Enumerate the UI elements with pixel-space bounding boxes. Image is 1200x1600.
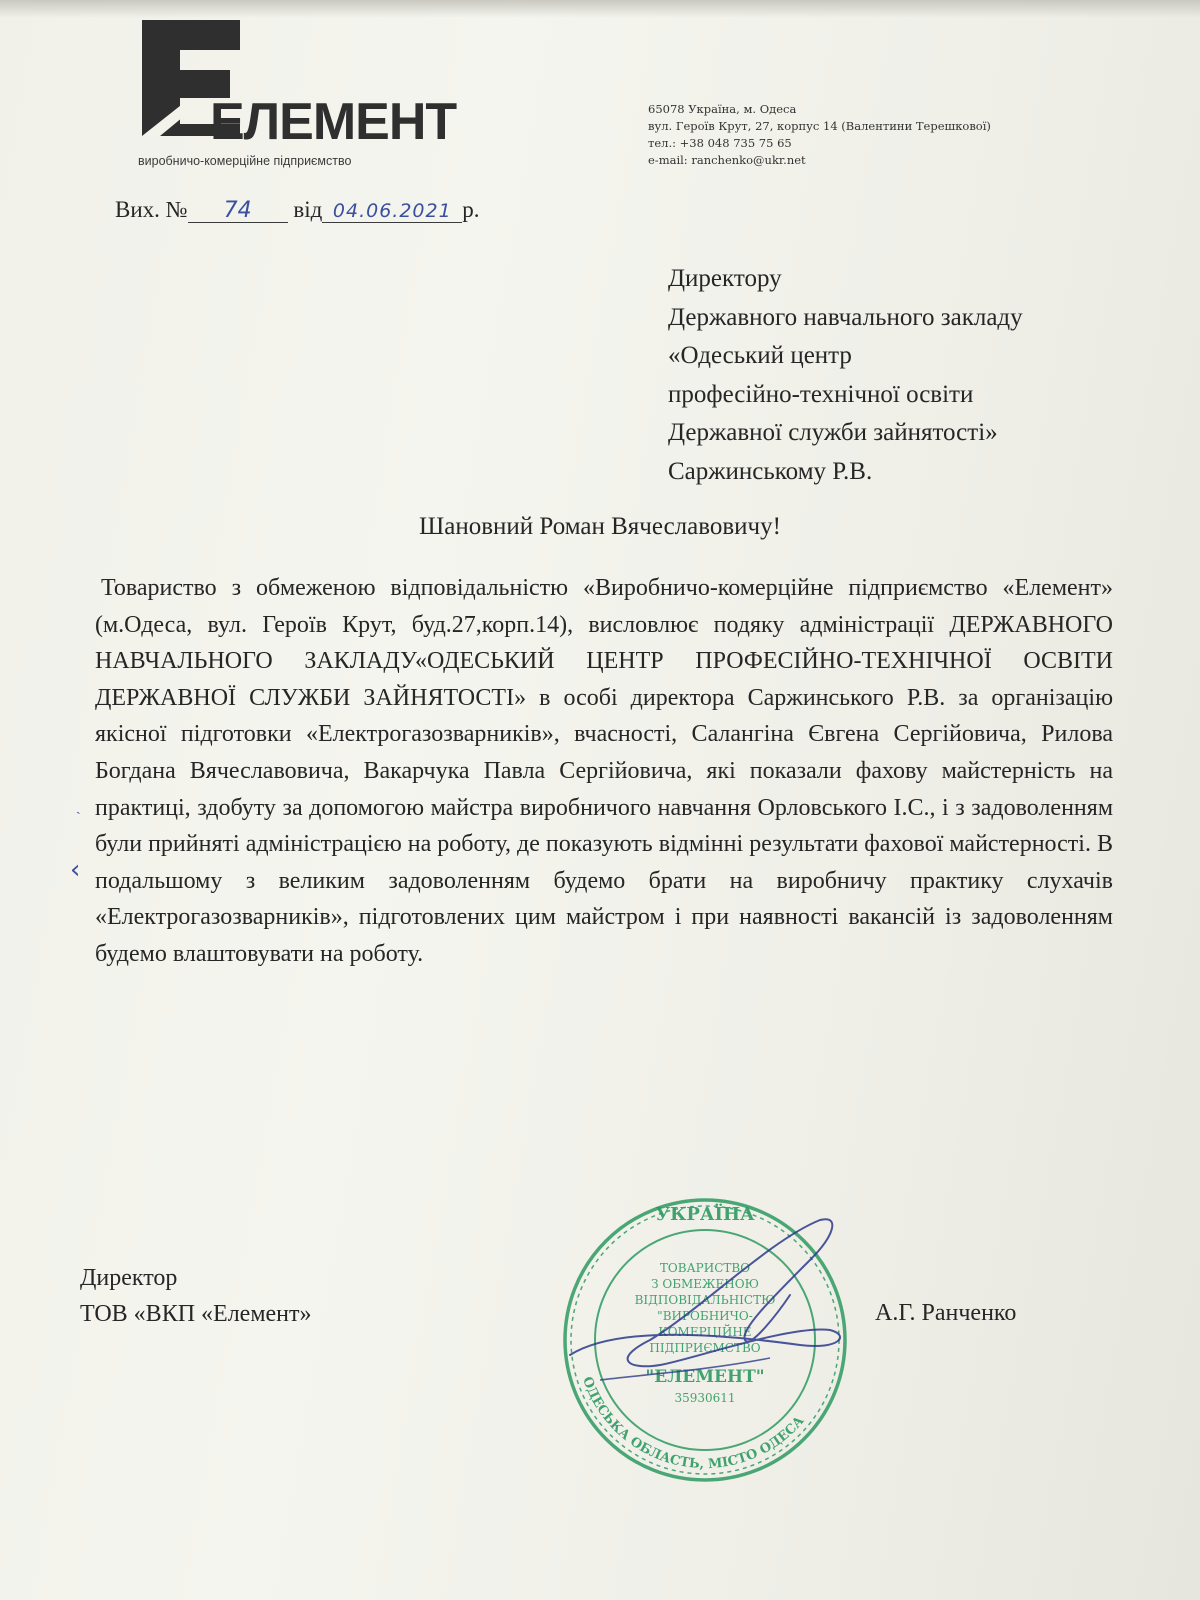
- margin-tick-mark: ˏ: [76, 800, 81, 815]
- letter-body: Товариство з обмеженою відповідальністю «Виробничо-комерційне підприємство «Елемент» (м.Одеса, вул. Героїв Крут, буд.27,корп.14), висловлює подяку адміністрації ДЕРЖАВНОГО НАВЧАЛЬНОГО ЗАКЛАДУ«ОДЕСЬКИЙ ЦЕНТР ПРОФЕСІЙНО-ТЕХНІЧНОЇ ОСВІТИ ДЕРЖАВНОЇ СЛУЖБИ ЗАЙНЯТОСТІ» в особі директора Саржинського Р.В. за організацію якісної підготовки «Електрогазозварників», вчасності, Салангіна Євгена Сергійовича, Рилова Богдана Вячеславовича, Вакарчука Павла Сергійовича, які показали фахову майстерність на практиці, здобуту за допомогою майстра виробничого навчання Орловського І.С., і з задоволенням були прийняті адміністрацією на роботу, де показують відмінні результати фахової майстерності. В подальшому з великим задоволенням будемо брати на виробничу практику слухачів «Електрогазозварників», підготовлених цим майстром і при наявності вакансій із задоволенням будемо влаштовувати на роботу.: [95, 575, 1113, 967]
- outgoing-reference: [115, 197, 480, 223]
- contact-address-street: вул. Героїв Крут, 27, корпус 14 (Валентини Терешкової): [648, 119, 991, 133]
- reference-prefix: Вих. №: [115, 197, 188, 222]
- seal-line: ПІДПРИЄМСТВО: [649, 1341, 761, 1355]
- margin-bracket-mark: ‹: [70, 855, 81, 885]
- logo-graphic: [130, 14, 457, 154]
- addressee-block: [668, 260, 1023, 491]
- signatory-position: Директор: [80, 1265, 178, 1291]
- signatory-name: А.Г. Ранченко: [875, 1300, 1017, 1326]
- svg-text:ОДЕСЬКА ОБЛАСТЬ, МІСТО ОДЕСА: [579, 1375, 808, 1472]
- addressee-line: Державного навчального закладу: [668, 303, 1023, 331]
- signatory-block: [80, 1260, 312, 1332]
- seal-line: З ОБМЕЖЕНОЮ: [651, 1277, 759, 1291]
- addressee-line: «Одеський центр: [668, 342, 852, 369]
- seal-line: "ВИРОБНИЧО-: [657, 1309, 753, 1323]
- seal-ring-text: ОДЕСЬКА ОБЛАСТЬ, МІСТО ОДЕСА: [579, 1374, 808, 1473]
- seal-company-name: "ЕЛЕМЕНТ": [645, 1367, 765, 1387]
- company-contacts: [648, 101, 991, 169]
- signatory-company: ТОВ «ВКП «Елемент»: [80, 1301, 312, 1327]
- addressee-line: Державної служби зайнятості»: [668, 419, 998, 446]
- seal-line: ТОВАРИСТВО: [659, 1261, 751, 1275]
- company-seal: [540, 1180, 870, 1500]
- addressee-line: Директору: [668, 265, 782, 292]
- seal-line: ВІДПОВІДАЛЬНІСТЮ: [634, 1293, 776, 1307]
- logo-text: ЕЛЕМЕНТ: [210, 93, 457, 151]
- seal-line: КОМЕРЦІЙНЕ: [658, 1325, 752, 1339]
- greeting: Шановний Роман Вячеславовичу!: [419, 513, 781, 540]
- seal-top-text: УКРАЇНА: [655, 1204, 755, 1225]
- reference-date: 04.06.2021: [322, 200, 462, 223]
- addressee-line: Саржинському Р.В.: [668, 457, 873, 485]
- company-logo: [130, 14, 457, 174]
- contact-phone: тел.: +38 048 735 75 65: [648, 136, 792, 150]
- contact-email: e-mail: ranchenko@ukr.net: [648, 153, 806, 167]
- reference-from-label: від: [293, 197, 323, 222]
- logo-subtitle: виробничо-комерційне підприємство: [138, 154, 352, 168]
- reference-number: 74: [188, 200, 288, 223]
- reference-suffix: р.: [462, 197, 480, 222]
- addressee-line: професійно-технічної освіти: [668, 380, 974, 408]
- contact-address-city: 65078 Україна, м. Одеса: [648, 102, 797, 116]
- seal-code: 35930611: [674, 1391, 736, 1405]
